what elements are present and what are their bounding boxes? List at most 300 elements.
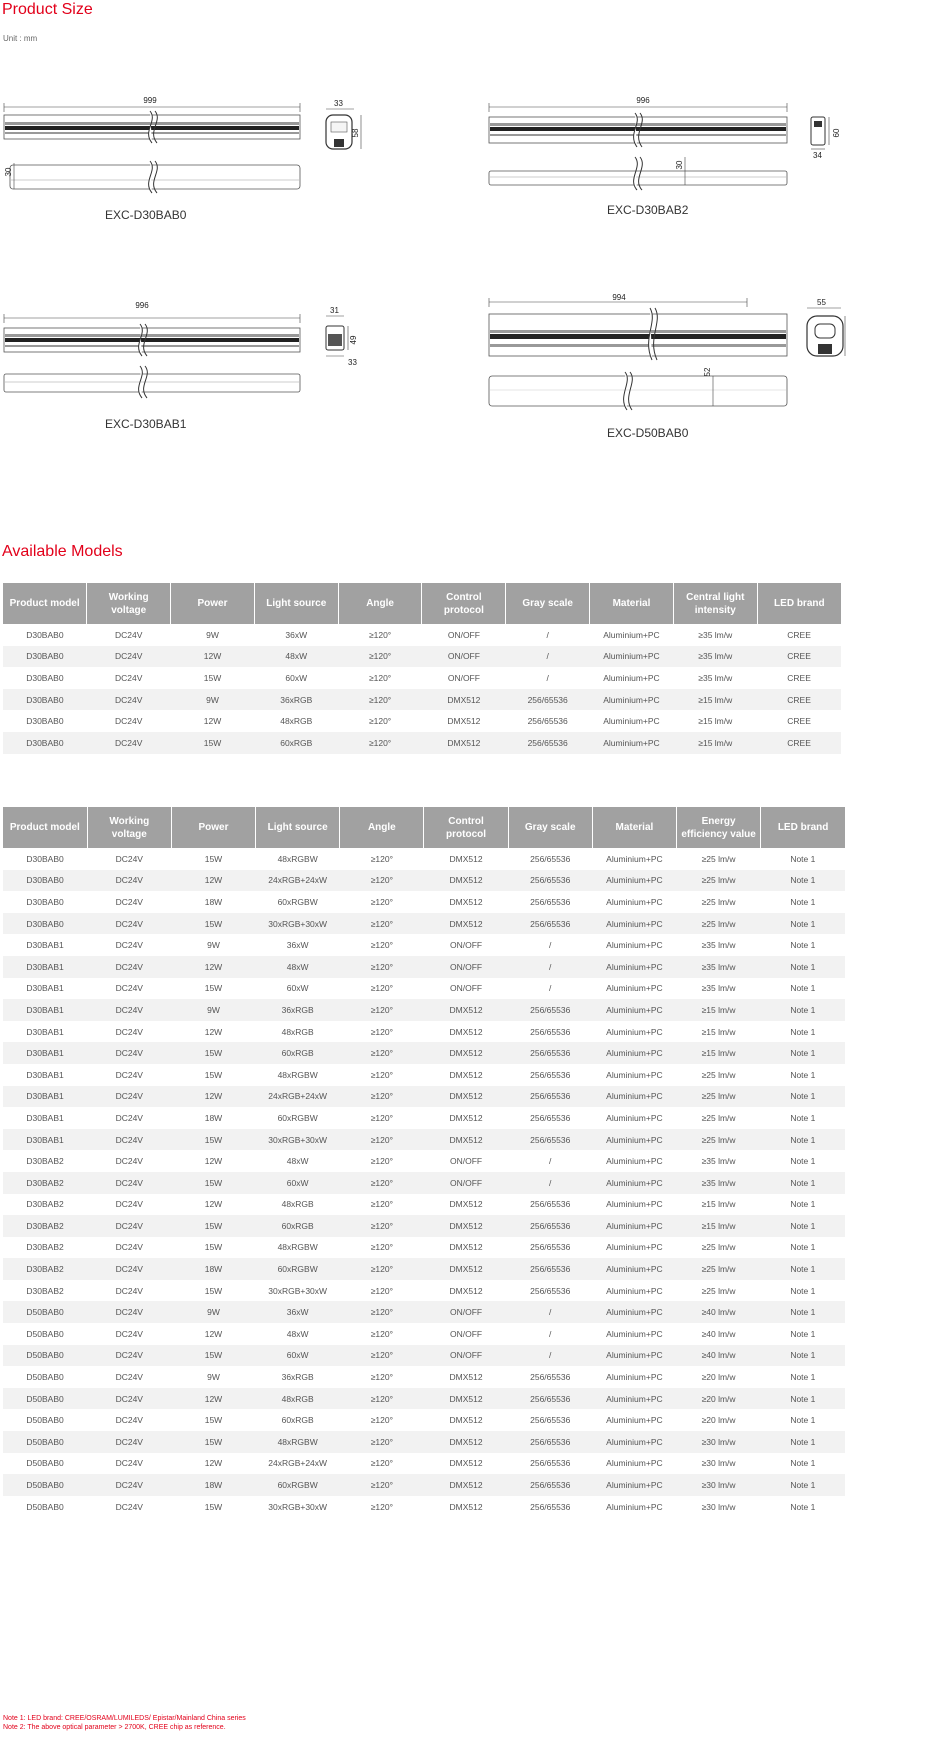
table-cell: D50BAB0 <box>26 1458 64 1469</box>
table-cell: D30BAB0 <box>3 646 87 668</box>
column-header: Angle <box>338 583 422 624</box>
table-cell: ≥120° <box>338 689 422 711</box>
table-cell: ≥120° <box>340 1042 424 1064</box>
table-cell: 48xRGB <box>281 1199 314 1210</box>
table-cell: D50BAB0 <box>3 1431 87 1453</box>
table-cell: 15W <box>171 1129 255 1151</box>
table-cell: DC24V <box>114 672 143 683</box>
table-cell: DC24V <box>87 689 171 711</box>
table-cell: ≥120° <box>368 629 392 640</box>
models-table-1 <box>3 583 841 754</box>
table-cell: ≥15 lm/w <box>673 732 757 754</box>
table-cell: 256/65536 <box>508 913 592 935</box>
table-cell: 12W <box>171 870 255 892</box>
table-cell: Aluminium+PC <box>592 1388 676 1410</box>
table-cell: Note 1 <box>790 983 816 994</box>
table-row <box>3 1064 845 1086</box>
table-cell: ON/OFF <box>449 940 483 951</box>
column-header: Angle <box>340 807 424 848</box>
drawing-d30bab2 <box>485 95 865 200</box>
table-cell: 256/65536 <box>508 1388 592 1410</box>
available-models-title: Available Models <box>2 543 123 560</box>
table-cell: / <box>508 1172 592 1194</box>
table-cell: DC24V <box>115 1242 143 1253</box>
table-cell: Note 1 <box>761 1431 845 1453</box>
table-cell: ON/OFF <box>424 1345 508 1367</box>
table-cell: CREE <box>757 732 841 754</box>
table-cell: 24xRGB+24xW <box>256 1086 340 1108</box>
table-cell: CREE <box>757 689 841 711</box>
table-cell: ≥15 lm/w <box>673 689 757 711</box>
model-caption-d50bab0: EXC-D50BAB0 <box>607 426 689 440</box>
profile-height: 49 <box>349 335 358 345</box>
table-cell: ≥15 lm/w <box>677 1042 761 1064</box>
table-cell: 60xRGB <box>281 1415 314 1426</box>
table-cell: DC24V <box>87 1258 171 1280</box>
table-cell: DMX512 <box>449 1501 483 1512</box>
table-cell: DC24V <box>115 1372 143 1383</box>
table-cell: Aluminium+PC <box>606 1328 663 1339</box>
table-row <box>3 1107 845 1129</box>
table-cell: Aluminium+PC <box>592 1431 676 1453</box>
table-cell: ON/OFF <box>449 1328 483 1339</box>
table-cell: 12W <box>204 1458 223 1469</box>
table-cell: 60xRGBW <box>277 1112 318 1123</box>
table-cell: 15W <box>203 672 222 683</box>
table-row <box>3 848 845 870</box>
table-row <box>3 1474 845 1496</box>
table-cell: Aluminium+PC <box>603 672 660 683</box>
table-cell: Note 1 <box>761 1345 845 1367</box>
table-cell: 256/65536 <box>530 1242 571 1253</box>
table-cell: Aluminium+PC <box>606 1501 663 1512</box>
table-cell: Aluminium+PC <box>592 1215 676 1237</box>
table-cell: Note 1 <box>761 1258 845 1280</box>
table-cell: 256/65536 <box>508 1129 592 1151</box>
table-cell: DMX512 <box>422 732 506 754</box>
table-cell: 15W <box>204 983 223 994</box>
table-cell: ≥25 lm/w <box>701 1112 736 1123</box>
table-cell: Note 1 <box>761 1086 845 1108</box>
table-cell: ≥20 lm/w <box>677 1388 761 1410</box>
table-cell: DMX512 <box>424 913 508 935</box>
table-cell: Aluminium+PC <box>606 1372 663 1383</box>
table-cell: DC24V <box>87 1129 171 1151</box>
table-cell: DC24V <box>87 732 171 754</box>
table-cell: Aluminium+PC <box>606 896 663 907</box>
table-cell: 15W <box>171 1172 255 1194</box>
table-cell: ≥120° <box>370 1285 393 1296</box>
column-header: Working voltage <box>87 583 171 624</box>
table-cell: 48xW <box>256 956 340 978</box>
table-cell: 256/65536 <box>530 1285 571 1296</box>
table-cell: DMX512 <box>424 1215 508 1237</box>
table-cell: 60xW <box>256 1172 340 1194</box>
note-2: Note 2: The above optical parameter > 2700K, CREE chip as reference. <box>3 1724 226 1731</box>
table-cell: Aluminium+PC <box>606 1458 663 1469</box>
table-cell: 12W <box>204 1199 223 1210</box>
table-cell: ≥25 lm/w <box>677 870 761 892</box>
table-row <box>3 667 841 689</box>
table-cell: D30BAB1 <box>26 1069 64 1080</box>
length-dimension: 999 <box>143 96 157 105</box>
table-cell: Note 1 <box>790 1458 816 1469</box>
table-cell: 15W <box>204 853 223 864</box>
height-dimension: 30 <box>4 167 13 177</box>
table-cell: ≥120° <box>370 1156 393 1167</box>
table-cell: Note 1 <box>761 1301 845 1323</box>
table-cell: 30xRGB+30xW <box>256 913 340 935</box>
table-cell: ≥15 lm/w <box>677 1215 761 1237</box>
table-cell: 256/65536 <box>508 999 592 1021</box>
table-cell: 12W <box>171 1086 255 1108</box>
table-cell: DMX512 <box>449 1415 483 1426</box>
table-cell: CREE <box>787 629 811 640</box>
table-cell: Note 1 <box>761 913 845 935</box>
table-cell: D50BAB0 <box>3 1301 87 1323</box>
table-cell: ≥35 lm/w <box>701 940 736 951</box>
table-cell: ≥120° <box>340 1172 424 1194</box>
table-cell: Note 1 <box>761 1042 845 1064</box>
table-cell: DC24V <box>87 1172 171 1194</box>
profile-width: 55 <box>817 298 826 307</box>
table-cell: 256/65536 <box>530 1112 571 1123</box>
table-cell: ≥25 lm/w <box>701 1242 736 1253</box>
table-cell: ON/OFF <box>422 646 506 668</box>
table-cell: ≥120° <box>370 1372 393 1383</box>
table-cell: DMX512 <box>424 1042 508 1064</box>
column-header: LED brand <box>761 807 845 848</box>
table-cell: DC24V <box>87 646 171 668</box>
table-cell: D30BAB2 <box>26 1285 64 1296</box>
table-cell: D30BAB1 <box>3 1042 87 1064</box>
table-cell: Note 1 <box>790 1372 816 1383</box>
table-cell: D30BAB2 <box>26 1199 64 1210</box>
table-cell: ON/OFF <box>449 1156 483 1167</box>
table-cell: Aluminium+PC <box>590 689 674 711</box>
profile-width: 31 <box>330 306 339 315</box>
table-cell: 36xRGB <box>281 1372 314 1383</box>
table-row <box>3 1453 845 1475</box>
table-cell: DC24V <box>115 1156 143 1167</box>
table-cell: 48xRGB <box>281 1026 314 1037</box>
table-row <box>3 1172 845 1194</box>
table-cell: Note 1 <box>790 896 816 907</box>
table-cell: 18W <box>171 1258 255 1280</box>
table-cell: Aluminium+PC <box>606 1199 663 1210</box>
unit-label: Unit : mm <box>3 34 38 43</box>
table-row <box>3 1496 845 1518</box>
table-cell: 12W <box>204 1026 223 1037</box>
table-cell: 256/65536 <box>527 716 568 727</box>
table-row <box>3 1431 845 1453</box>
table-cell: DMX512 <box>424 1129 508 1151</box>
table-row <box>3 1409 845 1431</box>
table-cell: D30BAB0 <box>26 896 64 907</box>
table-cell: Note 1 <box>761 870 845 892</box>
table-cell: Note 1 <box>790 1328 816 1339</box>
table-cell: 256/65536 <box>530 896 571 907</box>
table-cell: ≥120° <box>370 983 393 994</box>
table-cell: 15W <box>204 1415 223 1426</box>
table-cell: 12W <box>203 716 222 727</box>
table-cell: 18W <box>204 1112 223 1123</box>
table-cell: DMX512 <box>449 1199 483 1210</box>
table-cell: ≥120° <box>338 646 422 668</box>
table-cell: DC24V <box>87 1042 171 1064</box>
table-cell: DC24V <box>115 1069 143 1080</box>
table-cell: Aluminium+PC <box>590 646 674 668</box>
table-cell: 9W <box>171 689 255 711</box>
column-header: Gray scale <box>508 807 592 848</box>
table-cell: ≥120° <box>340 1388 424 1410</box>
table-cell: ≥35 lm/w <box>677 956 761 978</box>
table-cell: Note 1 <box>790 1156 816 1167</box>
table-cell: ≥120° <box>340 999 424 1021</box>
table-cell: DMX512 <box>422 689 506 711</box>
product-size-title: Product Size <box>2 1 93 18</box>
table-cell: D30BAB2 <box>3 1172 87 1194</box>
table-cell: D50BAB0 <box>3 1345 87 1367</box>
table-cell: Aluminium+PC <box>606 983 663 994</box>
table-cell: 15W <box>204 1501 223 1512</box>
table-cell: 9W <box>206 629 219 640</box>
table-cell: ON/OFF <box>424 956 508 978</box>
table-cell: ≥120° <box>340 1258 424 1280</box>
table-cell: D30BAB1 <box>26 983 64 994</box>
table-cell: Note 1 <box>761 999 845 1021</box>
table-cell: D30BAB0 <box>3 689 87 711</box>
table-cell: DMX512 <box>449 1026 483 1037</box>
table-cell: Aluminium+PC <box>606 1242 663 1253</box>
table-cell: DMX512 <box>449 1069 483 1080</box>
table-cell: Aluminium+PC <box>592 1258 676 1280</box>
table-cell: DMX512 <box>449 853 483 864</box>
table-cell: DC24V <box>115 983 143 994</box>
table-cell: 60xRGB <box>254 732 338 754</box>
table-cell: CREE <box>757 646 841 668</box>
column-header: Gray scale <box>506 583 590 624</box>
table-cell: ≥25 lm/w <box>701 853 736 864</box>
table-cell: 30xRGB+30xW <box>268 1285 328 1296</box>
table-cell: Note 1 <box>790 1242 816 1253</box>
profile-base: 33 <box>348 358 357 367</box>
table-cell: ≥15 lm/w <box>677 999 761 1021</box>
table-cell: 60xRGBW <box>256 1474 340 1496</box>
table-row <box>3 689 841 711</box>
table-cell: / <box>508 1345 592 1367</box>
table-cell: Aluminium+PC <box>603 629 660 640</box>
table-cell: ≥120° <box>338 732 422 754</box>
table-cell: DC24V <box>115 853 143 864</box>
table-cell: Note 1 <box>761 1215 845 1237</box>
table-cell: DC24V <box>115 1458 143 1469</box>
table-cell: 256/65536 <box>530 1026 571 1037</box>
table-cell: D50BAB0 <box>26 1501 64 1512</box>
table-cell: 36xRGB <box>254 689 338 711</box>
table-cell: Aluminium+PC <box>592 1042 676 1064</box>
table-cell: 9W <box>171 999 255 1021</box>
table-cell: 60xW <box>285 672 308 683</box>
table-cell: Aluminium+PC <box>606 1026 663 1037</box>
table-row <box>3 1194 845 1216</box>
table-cell: DMX512 <box>424 1388 508 1410</box>
table-cell: ≥120° <box>340 956 424 978</box>
table-cell: DMX512 <box>424 1474 508 1496</box>
model-caption-d30bab0: EXC-D30BAB0 <box>105 208 187 222</box>
table-cell: / <box>549 983 552 994</box>
table-cell: ≥40 lm/w <box>677 1345 761 1367</box>
notes <box>3 1714 246 1732</box>
table-cell: ≥120° <box>370 940 393 951</box>
table-cell: DC24V <box>87 870 171 892</box>
table-cell: ≥35 lm/w <box>673 646 757 668</box>
table-cell: Aluminium+PC <box>592 1301 676 1323</box>
table-cell: D30BAB2 <box>3 1258 87 1280</box>
table-cell: DC24V <box>87 1086 171 1108</box>
table-cell: ≥25 lm/w <box>677 1129 761 1151</box>
table-cell: ≥120° <box>370 1415 393 1426</box>
table-cell: Aluminium+PC <box>592 999 676 1021</box>
column-header: Control protocol <box>422 583 506 624</box>
table-cell: DMX512 <box>424 999 508 1021</box>
profile-height: 60 <box>832 128 841 138</box>
table-cell: ≥120° <box>368 672 392 683</box>
table-cell: ≥35 lm/w <box>698 629 733 640</box>
table-cell: 48xW <box>286 1156 309 1167</box>
height-dimension: 30 <box>675 160 684 170</box>
table-cell: DC24V <box>115 1328 143 1339</box>
table-cell: 18W <box>204 896 223 907</box>
table-cell: ≥120° <box>340 1129 424 1151</box>
table-row <box>3 1301 845 1323</box>
table-cell: DC24V <box>87 999 171 1021</box>
table-row <box>3 1388 845 1410</box>
profile-width: 34 <box>813 151 822 160</box>
table-cell: Aluminium+PC <box>606 1069 663 1080</box>
table-cell: 256/65536 <box>530 1501 571 1512</box>
table-cell: ON/OFF <box>449 983 483 994</box>
table-cell: 256/65536 <box>508 1042 592 1064</box>
table-cell: ≥25 lm/w <box>677 913 761 935</box>
table-cell: 12W <box>204 1328 223 1339</box>
table-cell: ≥120° <box>370 1501 393 1512</box>
table-cell: ≥120° <box>340 1301 424 1323</box>
table-cell: / <box>546 629 549 640</box>
table-cell: ≥120° <box>340 1431 424 1453</box>
table-row <box>3 732 841 754</box>
table-cell: ≥30 lm/w <box>677 1474 761 1496</box>
table-cell: D30BAB0 <box>3 913 87 935</box>
table-row <box>3 913 845 935</box>
column-header: Central light intensity <box>673 583 757 624</box>
table-row <box>3 956 845 978</box>
table-cell: D50BAB0 <box>3 1388 87 1410</box>
table-cell: ≥120° <box>340 870 424 892</box>
table-cell: Aluminium+PC <box>592 1172 676 1194</box>
table-cell: 256/65536 <box>506 689 590 711</box>
table-cell: 15W <box>171 1431 255 1453</box>
table-row <box>3 1258 845 1280</box>
table-cell: 48xW <box>286 1328 309 1339</box>
table-cell: D50BAB0 <box>26 1328 64 1339</box>
table-cell: ≥35 lm/w <box>701 1156 736 1167</box>
table-row <box>3 1237 845 1259</box>
table-cell: ≥25 lm/w <box>701 1069 736 1080</box>
table-cell: DMX512 <box>449 1458 483 1469</box>
table-cell: D30BAB0 <box>26 672 64 683</box>
table-cell: D30BAB0 <box>26 629 64 640</box>
table-cell: 15W <box>171 1042 255 1064</box>
table-cell: ≥35 lm/w <box>698 672 733 683</box>
table-cell: ≥40 lm/w <box>701 1328 736 1339</box>
table-cell: DC24V <box>115 1415 143 1426</box>
table-cell: 15W <box>171 913 255 935</box>
table-cell: ≥120° <box>370 1458 393 1469</box>
table-row <box>3 978 845 1000</box>
table-cell: / <box>508 1301 592 1323</box>
table-row <box>3 1345 845 1367</box>
table-cell: DC24V <box>114 716 143 727</box>
table-cell: D30BAB0 <box>3 732 87 754</box>
table-cell: ≥120° <box>340 1345 424 1367</box>
table-cell: D50BAB0 <box>26 1372 64 1383</box>
table-cell: DC24V <box>87 1215 171 1237</box>
table-cell: ≥120° <box>340 1086 424 1108</box>
column-header: Light source <box>256 807 340 848</box>
table-row <box>3 1323 845 1345</box>
profile-width: 33 <box>334 99 343 108</box>
column-header: Light source <box>254 583 338 624</box>
table-cell: D30BAB1 <box>3 999 87 1021</box>
table-cell: DC24V <box>115 1285 143 1296</box>
table-cell: Aluminium+PC <box>606 1156 663 1167</box>
table-row <box>3 1215 845 1237</box>
table-cell: Note 1 <box>790 1069 816 1080</box>
table-cell: ≥30 lm/w <box>701 1458 736 1469</box>
table-cell: Aluminium+PC <box>592 956 676 978</box>
table-cell: DC24V <box>87 1474 171 1496</box>
table-cell: 48xRGBW <box>277 1242 318 1253</box>
profile-height: 58 <box>351 128 360 138</box>
table-cell: ≥120° <box>340 913 424 935</box>
table-cell: 256/65536 <box>508 870 592 892</box>
table-cell: D50BAB0 <box>3 1474 87 1496</box>
table-row <box>3 1042 845 1064</box>
column-header: LED brand <box>757 583 841 624</box>
table-cell: D30BAB2 <box>26 1242 64 1253</box>
table-cell: 48xRGB <box>256 1388 340 1410</box>
table-cell: Note 1 <box>790 1501 816 1512</box>
table-cell: 24xRGB+24xW <box>256 870 340 892</box>
note-1: Note 1: LED brand: CREE/OSRAM/LUMILEDS/ Epistar/Mainland China series <box>3 1715 246 1722</box>
table-cell: Note 1 <box>790 1112 816 1123</box>
table-cell: DMX512 <box>449 1112 483 1123</box>
table-cell: DC24V <box>115 940 143 951</box>
table-cell: ≥35 lm/w <box>701 983 736 994</box>
table-cell: 60xRGBW <box>277 896 318 907</box>
table-row <box>3 1129 845 1151</box>
table-cell: Note 1 <box>761 1172 845 1194</box>
table-cell: ≥120° <box>370 1242 393 1253</box>
table-cell: 48xRGBW <box>277 1069 318 1080</box>
table-cell: Aluminium+PC <box>603 716 660 727</box>
table-cell: DC24V <box>115 1112 143 1123</box>
table-cell: 256/65536 <box>508 1474 592 1496</box>
table-cell: Note 1 <box>790 853 816 864</box>
table-cell: D30BAB1 <box>3 956 87 978</box>
table-cell: D30BAB1 <box>26 940 64 951</box>
